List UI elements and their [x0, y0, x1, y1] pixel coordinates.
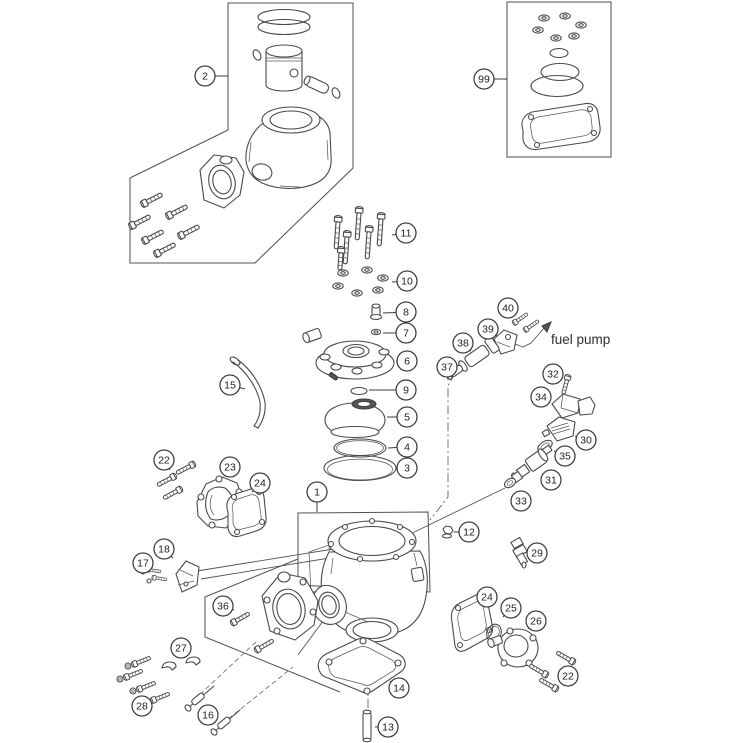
callout-9[interactable]: [369, 380, 416, 400]
callout-24[interactable]: [250, 473, 270, 493]
part-piston-pin-oring-left: [252, 49, 263, 62]
callout-29[interactable]: [527, 543, 548, 563]
callout-number: 29: [531, 547, 543, 560]
callout-11[interactable]: [392, 223, 416, 243]
callout-leader: [503, 616, 504, 617]
callout-number: 24: [481, 591, 493, 604]
callout-number: 39: [482, 323, 494, 336]
callout-7[interactable]: [383, 323, 416, 343]
part-7-washer: [371, 329, 380, 335]
callout-leader: [240, 388, 245, 389]
callout-25[interactable]: [501, 598, 521, 618]
callout-10[interactable]: [392, 271, 417, 291]
part-13-stud: [363, 710, 371, 742]
callout-number: 32: [547, 368, 559, 381]
callout-number: 1: [314, 486, 320, 499]
callout-8[interactable]: [383, 302, 416, 322]
part-piston: [266, 45, 302, 91]
callout-number: 12: [463, 526, 475, 539]
part-5-head-insert: [325, 399, 385, 438]
callout-17[interactable]: [133, 553, 153, 573]
callout-number: 16: [202, 709, 214, 722]
part-34-connector: [552, 394, 595, 418]
kit99-head-orings: [531, 64, 583, 97]
callout-number: 3: [404, 462, 410, 475]
callout-14[interactable]: [389, 678, 409, 698]
callout-number: 27: [175, 642, 187, 655]
callout-leader: [169, 469, 170, 470]
part-8: [371, 304, 382, 320]
kit99-base-gasket: [522, 103, 600, 149]
callout-leader: [554, 451, 555, 452]
callout-number: 5: [404, 411, 410, 424]
callout-22-b[interactable]: [558, 666, 578, 686]
callout-number: 10: [401, 275, 413, 288]
kit99-small-oring: [550, 49, 568, 58]
callout-number: 40: [502, 302, 514, 315]
cable-leader-2: [222, 667, 293, 724]
callout-number: 4: [404, 441, 410, 454]
callout-number: 34: [535, 391, 547, 404]
callout-39[interactable]: [478, 319, 498, 339]
callout-number: 31: [545, 474, 557, 487]
part-12-nut: [443, 526, 454, 538]
kit2-bolts: [128, 191, 201, 258]
callout-leader: [383, 312, 396, 313]
fuel-pump-pointer: [507, 322, 610, 347]
callout-number: 2: [202, 70, 208, 83]
callout-number: 13: [382, 721, 394, 734]
part-wrist-pin: [303, 75, 330, 95]
callout-number: 17: [137, 557, 149, 570]
callout-22[interactable]: [154, 450, 174, 470]
callout-number: 22: [562, 670, 574, 683]
callout-2[interactable]: [195, 66, 228, 86]
part-26-cover: [487, 628, 538, 667]
callout-16[interactable]: [198, 705, 218, 725]
callout-leader: [496, 335, 497, 336]
head-washers-10: [333, 267, 388, 296]
callout-number: 25: [505, 602, 517, 615]
part-piston-pin-oring-right: [331, 87, 342, 100]
callout-4[interactable]: [388, 437, 417, 457]
callout-number: 99: [478, 73, 490, 86]
callout-number: 37: [441, 361, 453, 374]
part-1-cylinder-head-assembly: [309, 519, 427, 643]
callout-35[interactable]: [554, 446, 575, 466]
callout-34[interactable]: [531, 387, 551, 407]
callout-number: 26: [530, 615, 542, 628]
callout-leader: [390, 681, 391, 682]
callout-24-b[interactable]: [477, 587, 497, 607]
part-18-lever: [176, 561, 199, 592]
callout-6[interactable]: [396, 351, 417, 371]
callout-number: 36: [217, 600, 229, 613]
callout-number: 9: [403, 384, 409, 397]
callout-leader: [171, 556, 173, 558]
cable-leader-1: [194, 641, 257, 700]
callout-99[interactable]: [474, 69, 507, 89]
callout-1[interactable]: [307, 482, 327, 512]
part-27-clips: [162, 657, 200, 670]
part-6-head-outer: [302, 328, 394, 381]
part-9-oring: [351, 388, 367, 395]
callout-18[interactable]: [154, 539, 174, 559]
callout-27[interactable]: [171, 638, 191, 658]
callout-28[interactable]: [132, 696, 152, 716]
callout-36[interactable]: [213, 596, 234, 616]
callout-26[interactable]: [526, 611, 546, 631]
part-24-gasket-left: [227, 488, 266, 536]
callout-number: 24: [254, 477, 266, 490]
callout-12[interactable]: [454, 522, 479, 542]
callout-leader: [392, 234, 396, 235]
fuel-pump-label: fuel pump: [551, 332, 611, 347]
part-piston-rings: [258, 10, 310, 35]
callout-number: 14: [393, 682, 405, 695]
callout-number: 22: [158, 454, 170, 467]
callout-number: 11: [400, 227, 412, 240]
callout-number: 18: [158, 543, 170, 556]
fuel-pump-arrow: [542, 322, 551, 332]
callout-3[interactable]: [397, 458, 418, 478]
callout-23[interactable]: [220, 457, 240, 477]
part-30-sensor: [542, 417, 575, 441]
part-36-control-cover: [262, 572, 318, 640]
callout-13[interactable]: [375, 717, 398, 737]
part-cylinder-top: [246, 107, 331, 188]
callout-number: 7: [403, 327, 409, 340]
callout-number: 33: [515, 495, 527, 508]
callout-40[interactable]: [498, 298, 518, 318]
part-4-oring: [334, 439, 386, 457]
callout-32[interactable]: [543, 364, 563, 384]
callout-number: 28: [136, 700, 148, 713]
part-valve-cover-kit2: [200, 155, 244, 208]
kit99-nuts: [533, 13, 586, 41]
callout-number: 15: [224, 379, 236, 392]
callout-33[interactable]: [511, 491, 531, 511]
callout-38[interactable]: [453, 333, 473, 353]
callout-number: 8: [403, 306, 409, 319]
part-29-sensor: [511, 537, 528, 568]
callout-15[interactable]: [220, 375, 245, 395]
callout-number: 6: [404, 355, 410, 368]
callout-30[interactable]: [575, 430, 596, 450]
callout-number: 35: [559, 450, 571, 463]
callout-number: 23: [224, 461, 236, 474]
head-bolts-11: [332, 206, 385, 270]
part-3-oring: [324, 456, 396, 481]
callout-31[interactable]: [541, 470, 561, 490]
callout-number: 38: [457, 337, 469, 350]
callout-number: 30: [580, 434, 592, 447]
callout-5[interactable]: [387, 407, 417, 427]
injector-centerline: [430, 373, 455, 520]
